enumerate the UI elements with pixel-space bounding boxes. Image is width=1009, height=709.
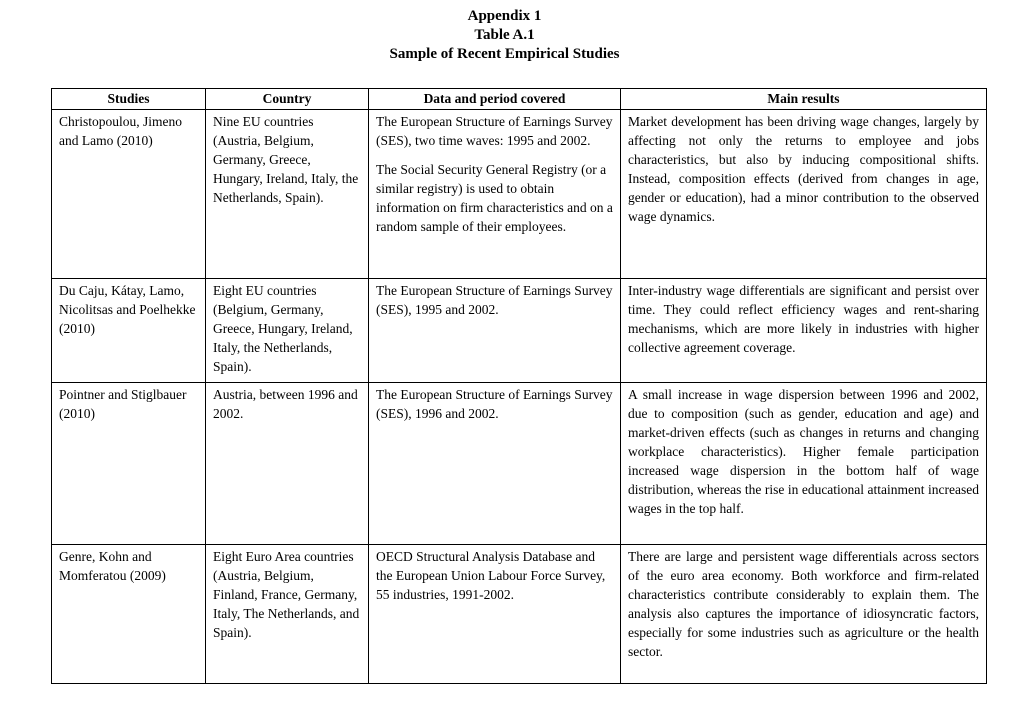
column-header-data-period: Data and period covered: [369, 89, 621, 110]
main-results-cell: There are large and persistent wage differentials across sectors of the euro area economy. Both workforce and firm-related characteristics contribute considerably to explain them. The analysis also captures the importance of idiosyncratic factors, especially for some industries such as agriculture or the health sector.: [621, 545, 987, 684]
data-period-paragraph: The Social Security General Registry (or a similar registry) is used to obtain information on firm characteristics and on a random sample of their employees.: [376, 162, 613, 234]
data-period-cell: [369, 383, 621, 545]
table-title-heading: Sample of Recent Empirical Studies: [389, 46, 620, 62]
studies-cell: Du Caju, Kátay, Lamo, Nicolitsas and Poelhekke (2010): [52, 279, 206, 383]
column-header-studies: Studies: [52, 89, 206, 110]
data-period-paragraph: The European Structure of Earnings Survey (SES), two time waves: 1995 and 2002.: [376, 114, 613, 148]
table-body: [52, 110, 987, 684]
table-row: [52, 545, 987, 684]
table-row: [52, 110, 987, 279]
data-period-cell: [369, 279, 621, 383]
table-number-heading: Table A.1: [474, 27, 535, 43]
column-header-main-results: Main results: [621, 89, 987, 110]
studies-table: [51, 88, 987, 684]
main-results-cell: A small increase in wage dispersion between 1996 and 2002, due to composition (such as gender, education and age) and market-driven effects (such as changes in returns and changing workplace characteristics). Higher female participation increased wage dispersion in the bottom half of wage distribution, whereas the rise in educational attainment increased wages in the top half.: [621, 383, 987, 545]
header-row: [52, 89, 987, 110]
table-row: [52, 279, 987, 383]
main-results-cell: Market development has been driving wage changes, largely by affecting not only the returns to employee and jobs characteristics, but also by inducing compositional shifts. Instead, composition effects (derived from changes in age, gender or education), had a minor contribution to the observed wage dynamics.: [621, 110, 987, 279]
studies-cell: Genre, Kohn and Momferatou (2009): [52, 545, 206, 684]
data-period-paragraph: OECD Structural Analysis Database and the European Union Labour Force Survey, 55 industries, 1991-2002.: [376, 549, 606, 602]
country-cell: Eight EU countries (Belgium, Germany, Greece, Hungary, Ireland, Italy, the Netherlands, Spain).: [206, 279, 369, 383]
country-cell: Austria, between 1996 and 2002.: [206, 383, 369, 545]
data-period-cell: [369, 110, 621, 279]
main-results-cell: Inter-industry wage differentials are significant and persist over time. They could reflect efficiency wages and rent-sharing mechanisms, which are more likely in industries with higher collective agreement coverage.: [621, 279, 987, 383]
data-period-paragraph: The European Structure of Earnings Survey (SES), 1996 and 2002.: [376, 387, 613, 421]
appendix-heading: Appendix 1: [467, 8, 542, 24]
title-block: [0, 0, 1009, 64]
studies-cell: Christopoulou, Jimeno and Lamo (2010): [52, 110, 206, 279]
country-cell: Nine EU countries (Austria, Belgium, Germany, Greece, Hungary, Ireland, Italy, the Netherlands, Spain).: [206, 110, 369, 279]
data-period-paragraph: The European Structure of Earnings Survey (SES), 1995 and 2002.: [376, 283, 613, 317]
column-header-country: Country: [206, 89, 369, 110]
table-row: [52, 383, 987, 545]
country-cell: Eight Euro Area countries (Austria, Belgium, Finland, France, Germany, Italy, The Netherlands, and Spain).: [206, 545, 369, 684]
data-period-cell: [369, 545, 621, 684]
studies-cell: Pointner and Stiglbauer (2010): [52, 383, 206, 545]
